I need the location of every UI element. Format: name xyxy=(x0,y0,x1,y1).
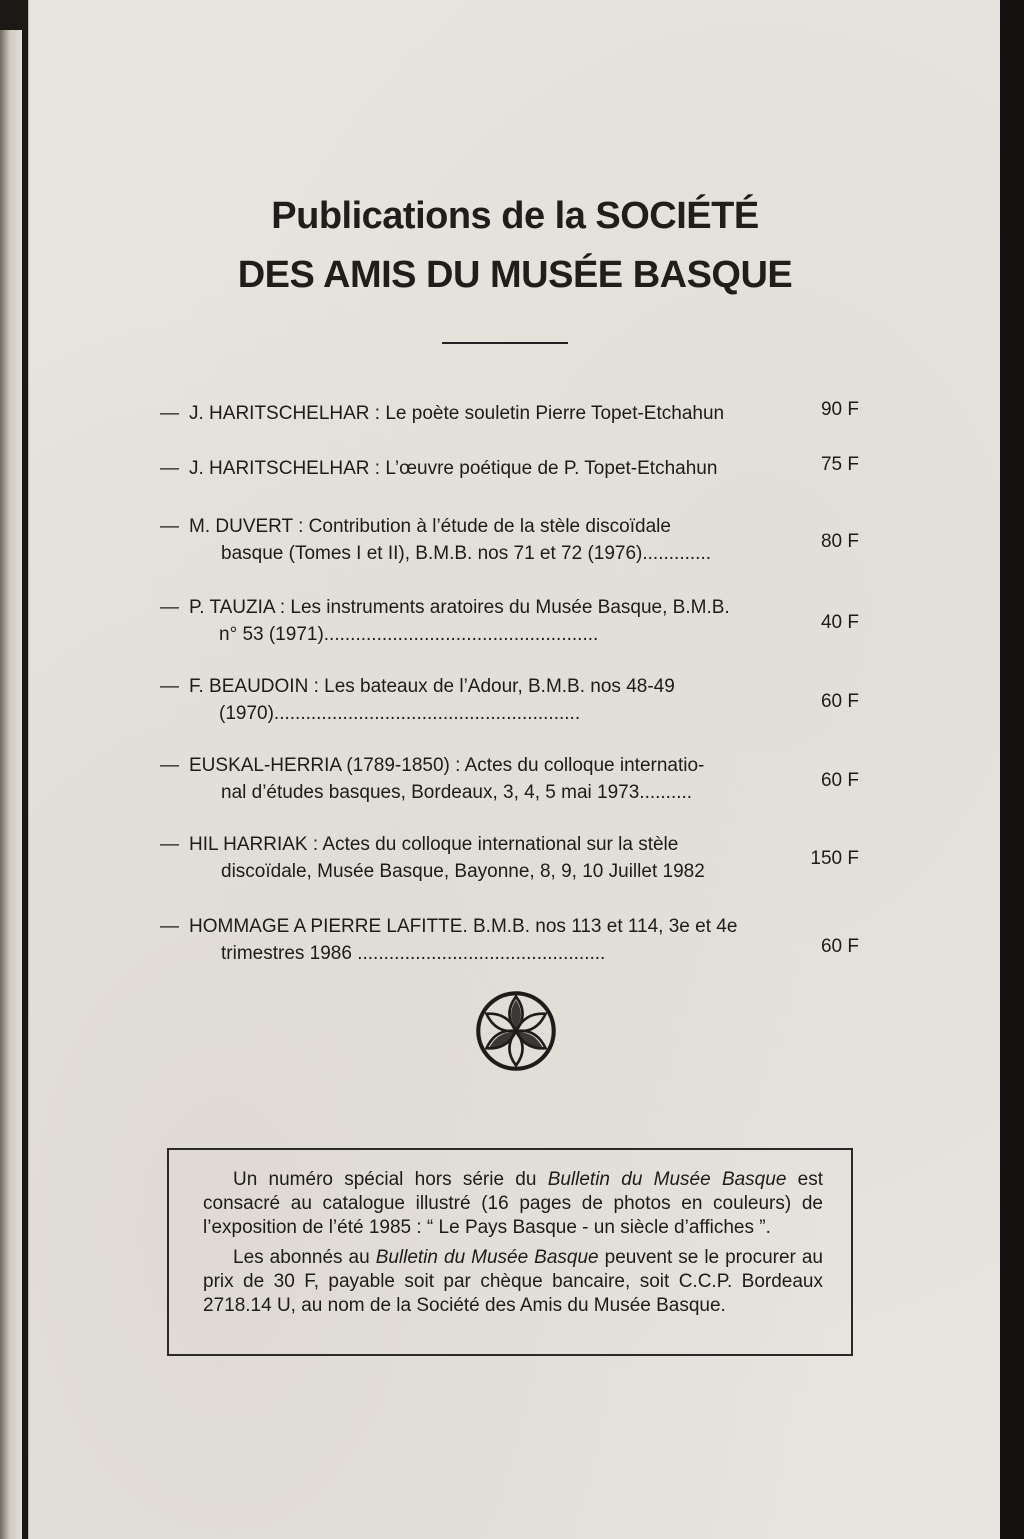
entry-text xyxy=(189,831,767,885)
notice-text: peuvent se le procurer au prix de 30 F, payable soit par chèque bancaire, soit C.C.P. Bordeaux 2718.14 U, au nom de la Société des Amis du Musée Basque. xyxy=(203,1247,823,1316)
entry-text xyxy=(189,594,767,648)
page-left-edge xyxy=(0,30,22,1539)
page-title-line1: Publications de la SOCIÉTÉ xyxy=(271,195,759,237)
entry-text xyxy=(189,913,767,967)
page-right-edge xyxy=(1000,0,1024,1539)
entry-text xyxy=(189,673,767,727)
entry-text xyxy=(189,455,767,482)
entry-dash: — xyxy=(160,516,179,537)
entry-dash: — xyxy=(160,834,179,855)
entry-text xyxy=(189,513,767,567)
entry-dash: — xyxy=(160,755,179,776)
notice-text: Un numéro spécial hors série du xyxy=(233,1169,548,1190)
entry-price: 40 F xyxy=(820,612,859,633)
entry-line: EUSKAL-HERRIA (1789-1850) : Actes du colloque internatio- xyxy=(189,755,705,776)
entry-dash: — xyxy=(160,916,179,937)
entry-line: basque (Tomes I et II), B.M.B. nos 71 et 72 (1976)............. xyxy=(221,543,712,564)
bulletin-title: Bulletin du Musée Basque xyxy=(375,1247,599,1268)
entry-line: HIL HARRIAK : Actes du colloque international sur la stèle xyxy=(189,834,679,855)
entry-line: nal d’études basques, Bordeaux, 3, 4, 5 mai 1973.......... xyxy=(221,782,693,803)
page-title-line2: DES AMIS DU MUSÉE BASQUE xyxy=(237,254,793,296)
entry-line: M. DUVERT : Contribution à l’étude de la stèle discoïdale xyxy=(189,516,671,537)
bulletin-title: Bulletin du Musée Basque xyxy=(547,1169,787,1190)
entry-price: 60 F xyxy=(820,691,859,712)
entry-dash: — xyxy=(160,458,179,479)
notice-paragraph-2 xyxy=(203,1246,823,1318)
notice-text: est consacré au catalogue illustré (16 pages de photos en couleurs) de l’exposition de l’été 1985 : “ Le Pays Basque - un siècle d’affiches ”. xyxy=(203,1169,823,1238)
entry-text xyxy=(189,400,767,427)
entry-line: P. TAUZIA : Les instruments aratoires du Musée Basque, B.M.B. xyxy=(189,597,730,618)
entry-price: 60 F xyxy=(820,770,859,791)
entry-price: 75 F xyxy=(820,454,859,475)
document-page xyxy=(28,0,1001,1539)
entry-line: F. BEAUDOIN : Les bateaux de l’Adour, B.M.B. nos 48-49 xyxy=(189,676,675,697)
hexafoil-rosette-icon xyxy=(475,990,557,1072)
entry-text xyxy=(189,752,767,806)
entry-price: 80 F xyxy=(820,531,859,552)
entry-line: discoïdale, Musée Basque, Bayonne, 8, 9, 10 Juillet 1982 xyxy=(221,861,705,882)
entry-price: 60 F xyxy=(820,936,859,957)
title-divider xyxy=(442,342,568,344)
entry-dash: — xyxy=(160,676,179,697)
entry-line: HOMMAGE A PIERRE LAFITTE. B.M.B. nos 113 et 114, 3e et 4e xyxy=(189,916,738,937)
entry-price: 150 F xyxy=(810,848,859,869)
notice-paragraph-1 xyxy=(203,1168,823,1240)
special-issue-notice xyxy=(167,1148,853,1356)
notice-text: Les abonnés au xyxy=(233,1247,376,1268)
entry-line: (1970).......................................................... xyxy=(219,703,581,724)
entry-price: 90 F xyxy=(820,399,859,420)
entry-dash: — xyxy=(160,403,179,424)
entry-line: trimestres 1986 ............................................... xyxy=(221,943,606,964)
entry-dash: — xyxy=(160,597,179,618)
entry-line: J. HARITSCHELHAR : L’œuvre poétique de P. Topet-Etchahun xyxy=(189,458,718,479)
entry-line: n° 53 (1971).................................................... xyxy=(219,624,599,645)
entry-line: J. HARITSCHELHAR : Le poète souletin Pierre Topet-Etchahun xyxy=(189,403,725,424)
